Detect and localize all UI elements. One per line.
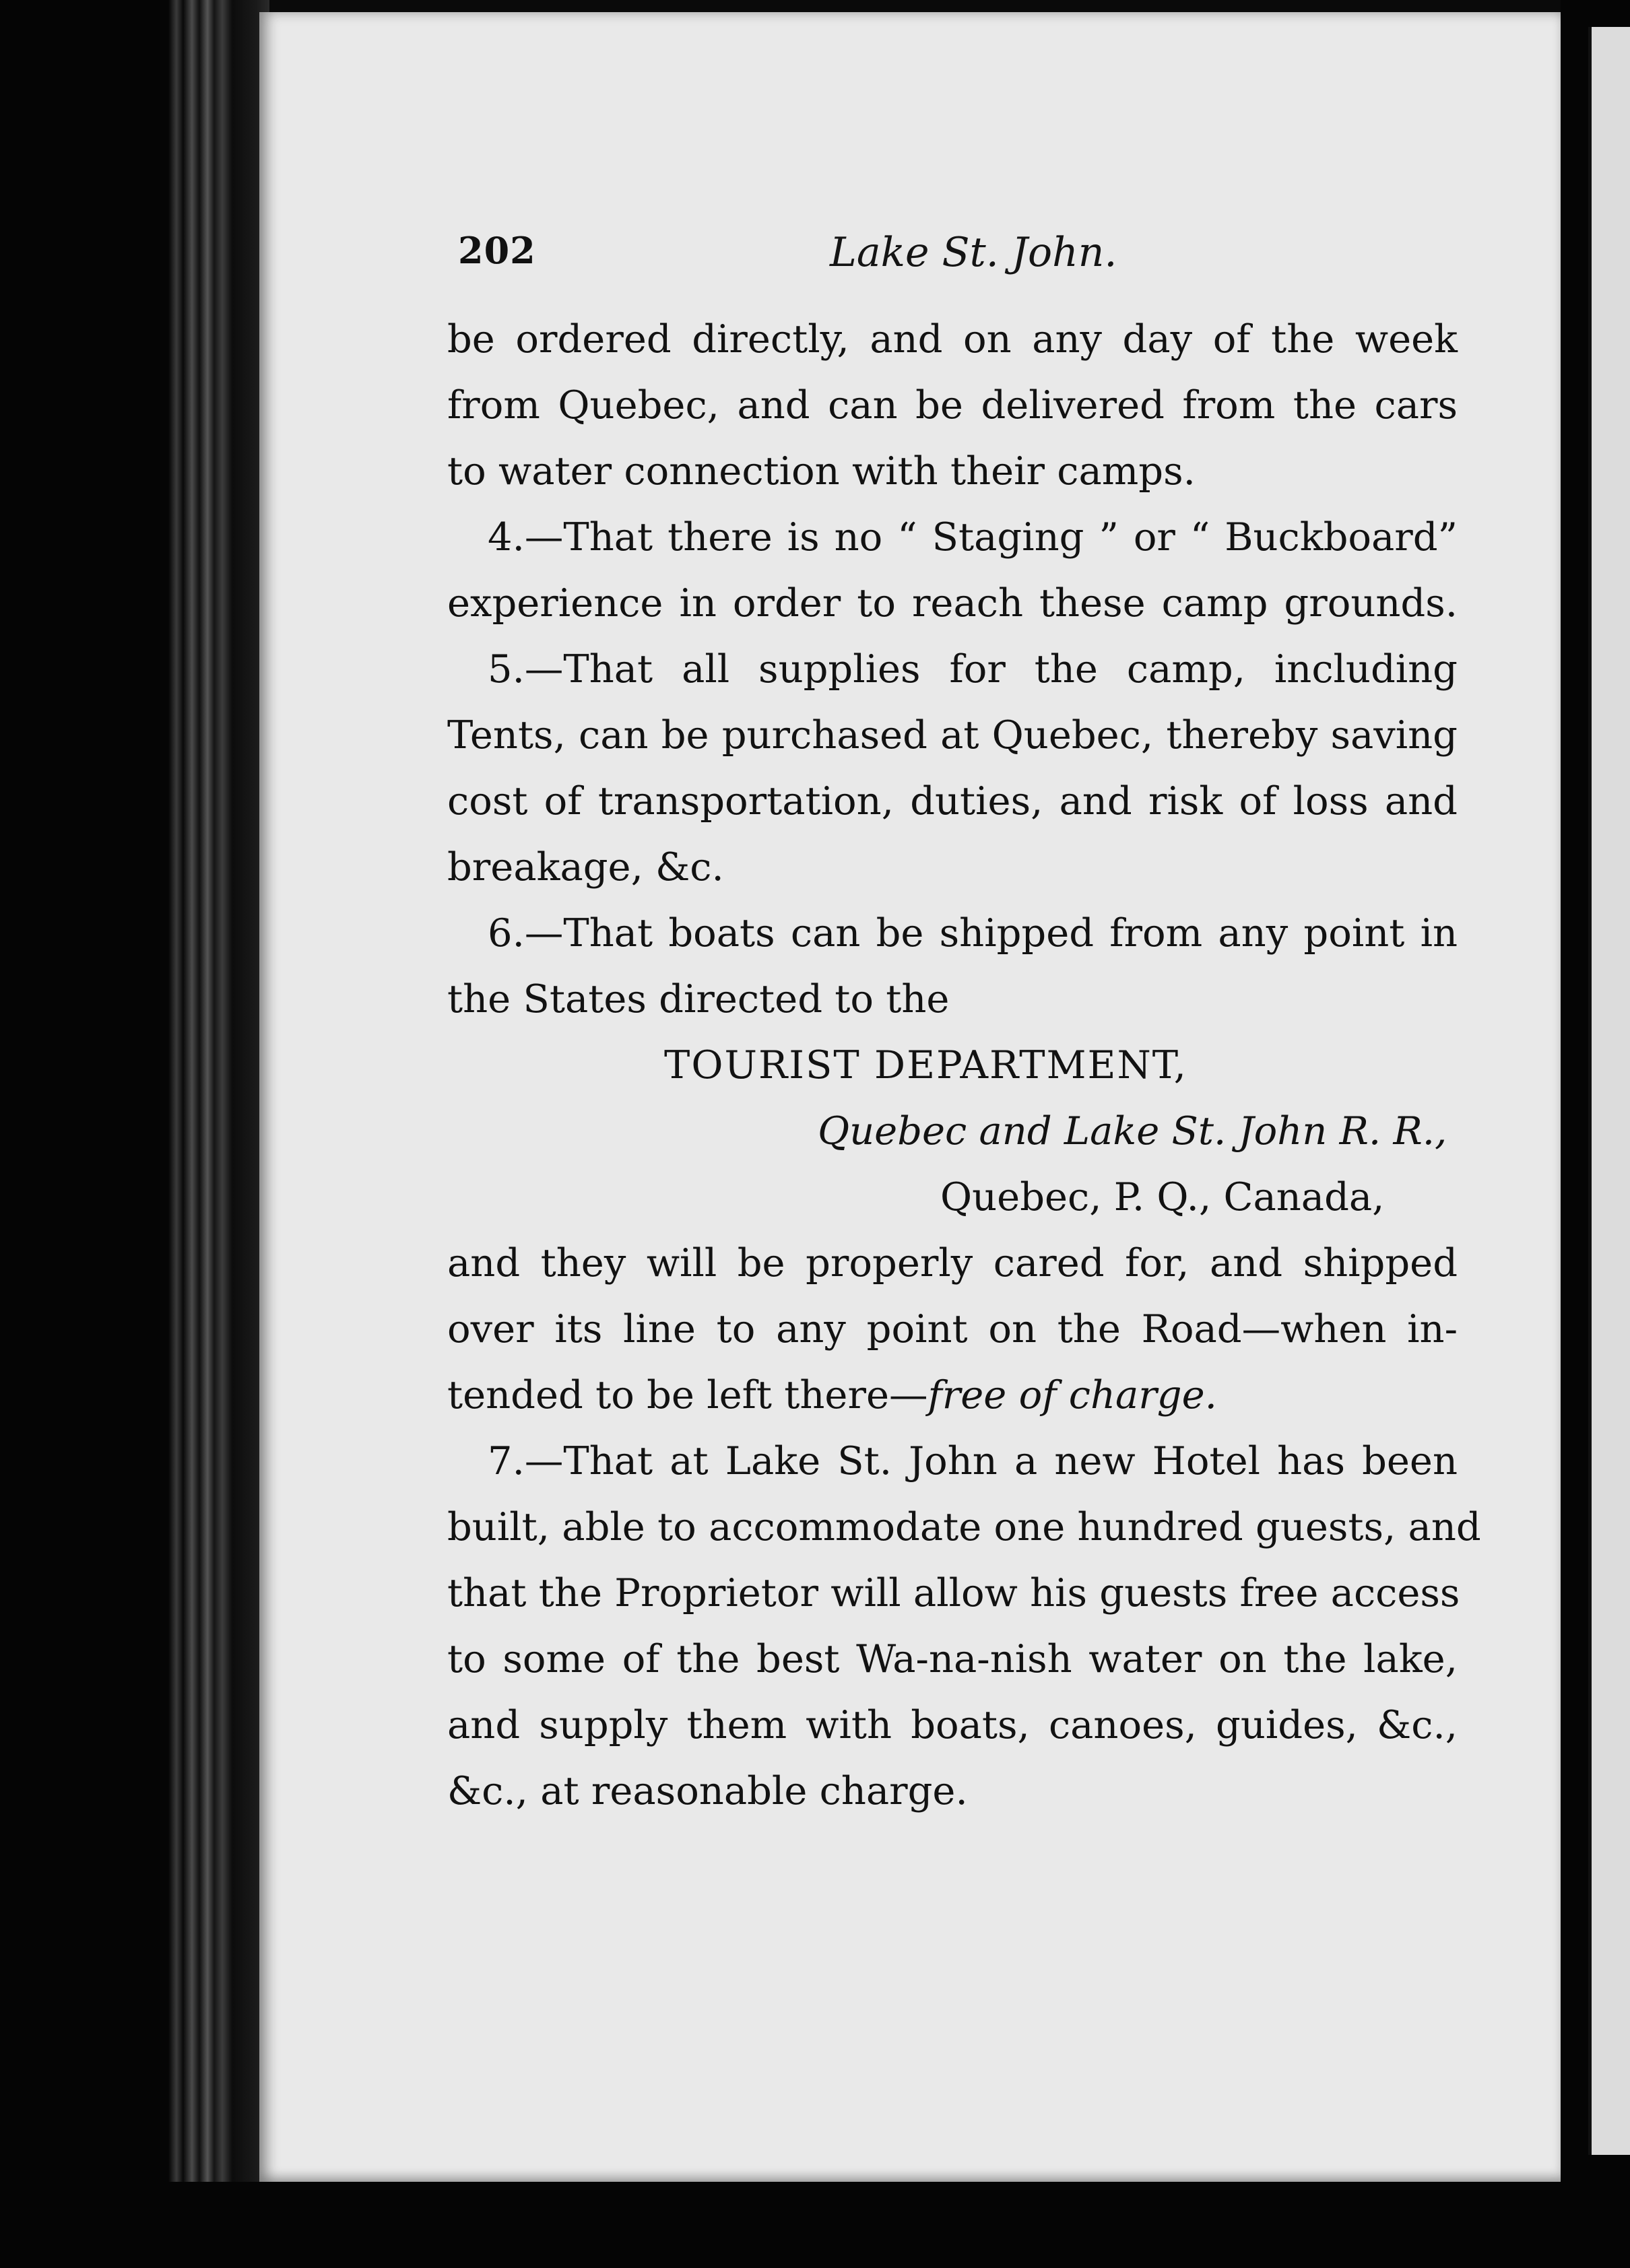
item-6-last-line <box>447 1362 1458 1428</box>
text-line: to water connection with their camps. <box>447 448 1196 494</box>
item-5-line: breakage, &c. <box>447 844 724 890</box>
item-7-line: that the Proprietor will allow his guests free access <box>447 1570 1460 1615</box>
item-5-line: cost of transportation, duties, and risk of loss and <box>447 778 1458 824</box>
text-line: be ordered directly, and on any day of the week <box>447 316 1458 362</box>
item-4-line: experience in order to reach these camp grounds. <box>447 580 1458 626</box>
running-title: Lake St. John. <box>830 229 1117 276</box>
bottom-scan-margin <box>0 2182 1630 2268</box>
item-6-line: over its line to any point on the Road—when in- <box>447 1306 1458 1352</box>
item-7-line: 7.—That at Lake St. John a new Hotel has been <box>488 1438 1458 1483</box>
address-department: TOURIST DEPARTMENT, <box>664 1042 1187 1088</box>
item-7-line: and supply them with boats, canoes, guides, &c., <box>447 1702 1458 1747</box>
item-7-line: built, able to accommodate one hundred guests, and <box>447 1504 1481 1549</box>
item-5-line: Tents, can be purchased at Quebec, thereby saving <box>447 712 1458 758</box>
address-railroad: Quebec and Lake St. John R. R., <box>818 1108 1447 1154</box>
item-5-line: 5.—That all supplies for the camp, including <box>488 646 1458 692</box>
item-6-line: and they will be properly cared for, and shipped <box>447 1240 1458 1286</box>
address-location: Quebec, P. Q., Canada, <box>940 1174 1385 1220</box>
page-number: 202 <box>458 229 536 272</box>
book-gutter-edge <box>0 0 269 2268</box>
item-6-line: 6.—That boats can be shipped from any point in <box>488 910 1458 956</box>
item-6-line: the States directed to the <box>447 976 950 1022</box>
page-body <box>447 306 1481 1824</box>
facing-page-edge <box>1588 27 1630 2155</box>
item-4-line: 4.—That there is no “ Staging ” or “ Buckboard” <box>488 514 1458 560</box>
item-7-line: to some of the best Wa-na-nish water on the lake, <box>447 1636 1458 1681</box>
running-head <box>458 229 1448 290</box>
item-6-last-plain: tended to be left there— <box>447 1372 928 1418</box>
item-7-line: &c., at reasonable charge. <box>447 1768 968 1813</box>
free-of-charge-text: free of charge. <box>927 1372 1217 1418</box>
text-line: from Quebec, and can be delivered from the cars <box>447 382 1458 428</box>
